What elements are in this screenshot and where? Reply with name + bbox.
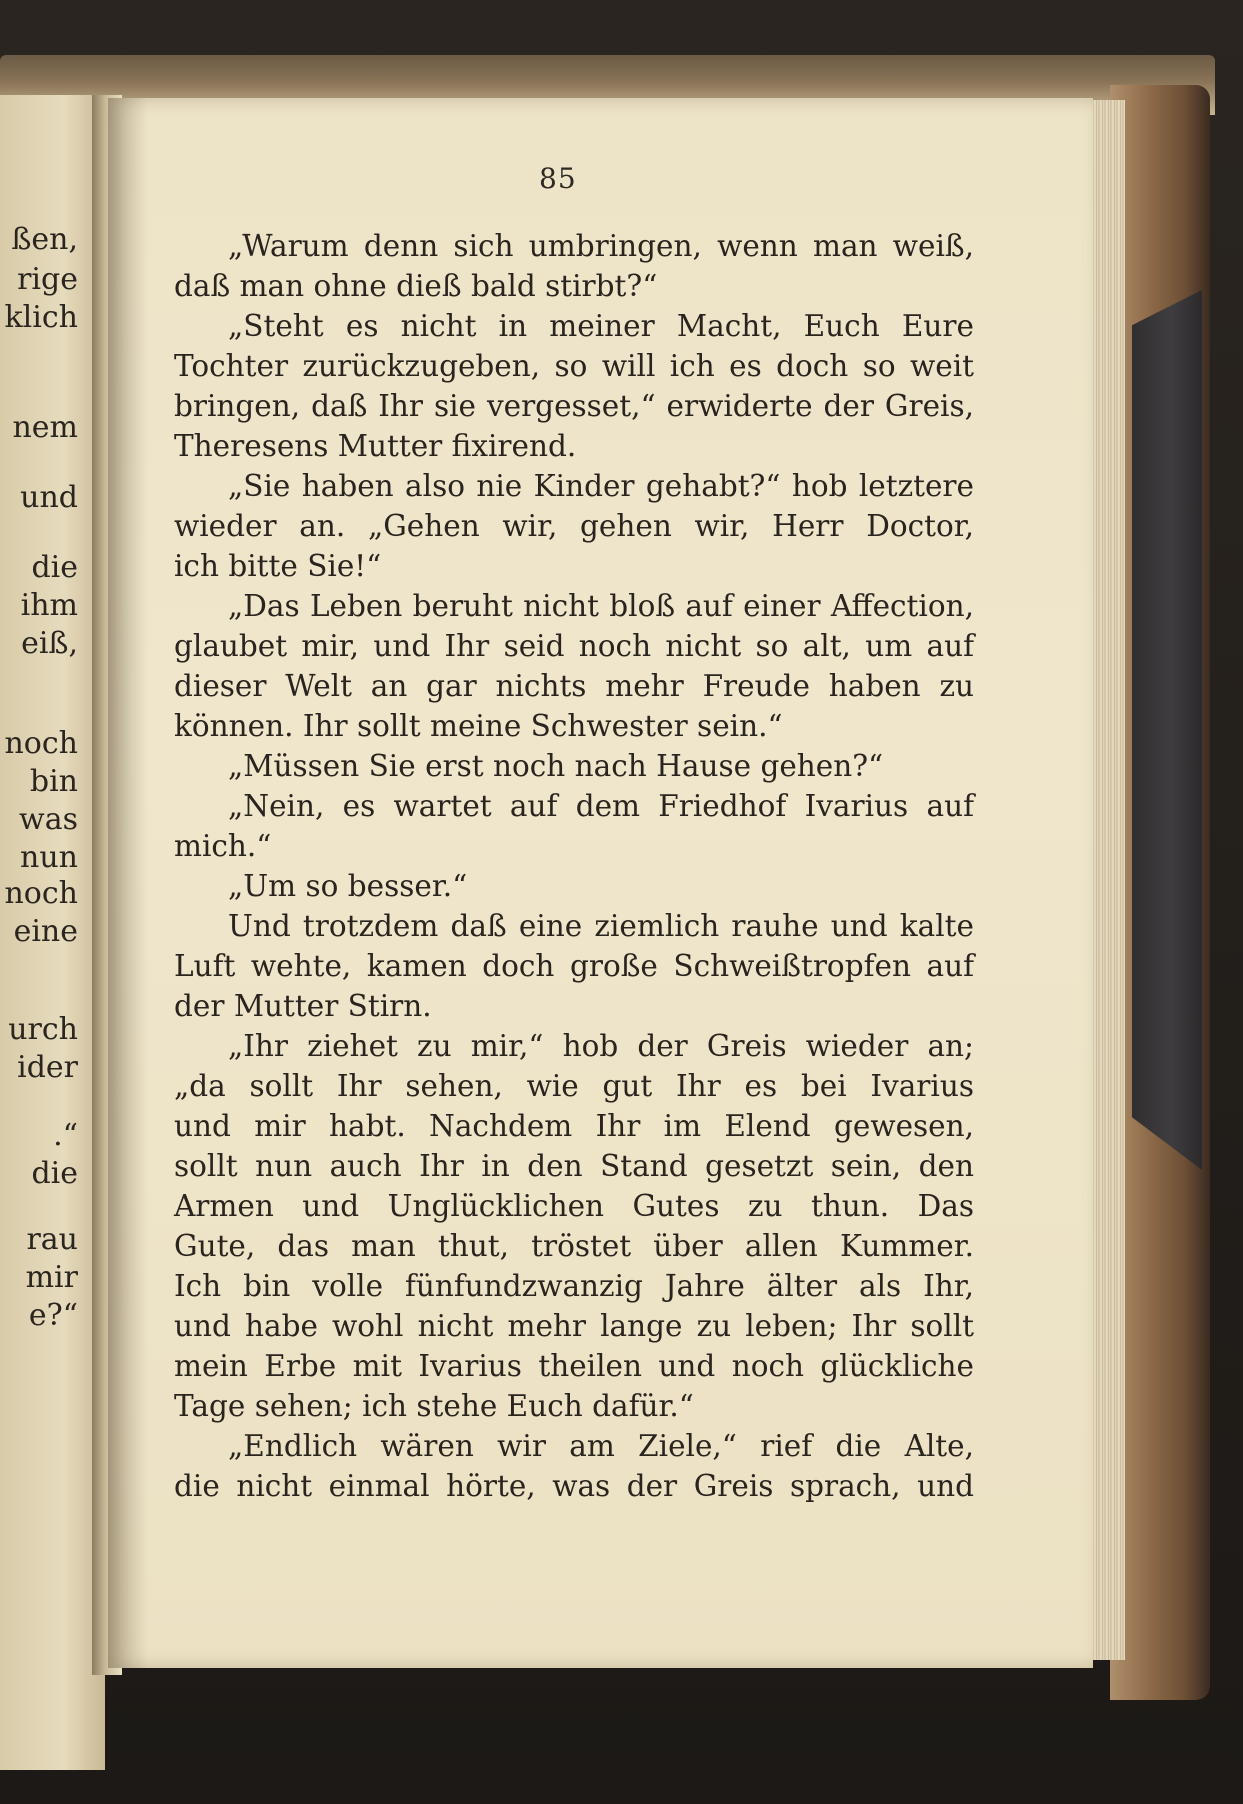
text-line: und mir habt. Nachdem Ihr im Elend gewesen, (174, 1109, 974, 1143)
left-fragment: noch (4, 726, 78, 761)
left-fragment: und (20, 480, 78, 515)
book-cover-corner (1132, 290, 1202, 1170)
left-fragment: ßen, (11, 222, 78, 257)
text-line: können. Ihr sollt meine Schwester sein.“ (174, 709, 783, 743)
text-line: und habe wohl nicht mehr lange zu leben; Ihr sollt (174, 1309, 974, 1343)
page-fold-shadow (108, 98, 148, 1668)
text-line: „da sollt Ihr sehen, wie gut Ihr es bei Ivarius (174, 1069, 974, 1103)
text-line: „Sie haben also nie Kinder gehabt?“ hob letztere (228, 469, 974, 503)
left-fragment: urch (8, 1012, 78, 1047)
text-line: Tage sehen; ich stehe Euch dafür.“ (174, 1389, 694, 1423)
body-text (174, 226, 974, 1506)
left-fragment: bin (29, 764, 78, 799)
left-fragment: ihm (20, 588, 78, 623)
text-line: Tochter zurückzugeben, so will ich es doch so weit (174, 349, 974, 383)
left-fragment: rige (17, 262, 78, 297)
text-line: wieder an. „Gehen wir, gehen wir, Herr Doctor, (174, 509, 974, 543)
page-number: 85 (539, 162, 577, 195)
text-line: Gute, das man thut, tröstet über allen Kummer. (174, 1229, 974, 1263)
left-fragment: nun (20, 840, 78, 875)
text-line: der Mutter Stirn. (174, 989, 432, 1023)
left-fragment: was (19, 802, 78, 837)
text-line: Armen und Unglücklichen Gutes zu thun. Das (174, 1189, 974, 1223)
text-line: sollt nun auch Ihr in den Stand gesetzt sein, den (174, 1149, 974, 1183)
text-line: dieser Welt an gar nichts mehr Freude haben zu (174, 669, 974, 703)
text-line: mein Erbe mit Ivarius theilen und noch glückliche (174, 1349, 974, 1383)
text-line: „Endlich wären wir am Ziele,“ rief die Alte, (228, 1429, 974, 1463)
text-line: „Ihr ziehet zu mir,“ hob der Greis wieder an; (228, 1029, 974, 1063)
text-line: Und trotzdem daß eine ziemlich rauhe und kalte (228, 909, 974, 943)
text-line: Luft wehte, kamen doch große Schweißtropfen auf (174, 949, 974, 983)
left-fragment: .“ (53, 1118, 78, 1153)
left-fragment: e?“ (28, 1298, 78, 1333)
text-line: die nicht einmal hörte, was der Greis sprach, und (174, 1469, 974, 1503)
left-fragment: die (31, 1156, 78, 1191)
text-line: „Nein, es wartet auf dem Friedhof Ivarius auf (228, 789, 974, 823)
text-line: Theresens Mutter fixirend. (174, 429, 577, 463)
text-line: bringen, daß Ihr sie vergesset,“ erwiderte der Greis, (174, 389, 974, 423)
left-fragment: eine (13, 914, 78, 949)
left-fragment: mir (25, 1260, 78, 1295)
left-fragment: rau (26, 1222, 78, 1257)
text-line: „Steht es nicht in meiner Macht, Euch Eure (228, 309, 974, 343)
text-line: „Um so besser.“ (228, 869, 468, 903)
text-line: glaubet mir, und Ihr seid noch nicht so alt, um auf (174, 629, 974, 663)
left-fragment: nem (12, 410, 78, 445)
text-line: „Müssen Sie erst noch nach Hause gehen?“ (228, 749, 884, 783)
text-line: Ich bin volle fünfundzwanzig Jahre älter als Ihr, (174, 1269, 974, 1303)
left-page-text (0, 0, 92, 1804)
text-line: daß man ohne dieß bald stirbt?“ (174, 269, 658, 303)
left-fragment: klich (4, 300, 78, 335)
left-fragment: eiß, (21, 626, 78, 661)
left-fragment: noch (4, 876, 78, 911)
text-line: ich bitte Sie!“ (174, 549, 382, 583)
text-line: mich.“ (174, 829, 272, 863)
left-fragment: die (31, 550, 78, 585)
left-fragment: ider (17, 1050, 78, 1085)
text-line: „Das Leben beruht nicht bloß auf einer Affection, (228, 589, 974, 623)
text-line: „Warum denn sich umbringen, wenn man weiß, (228, 229, 974, 263)
